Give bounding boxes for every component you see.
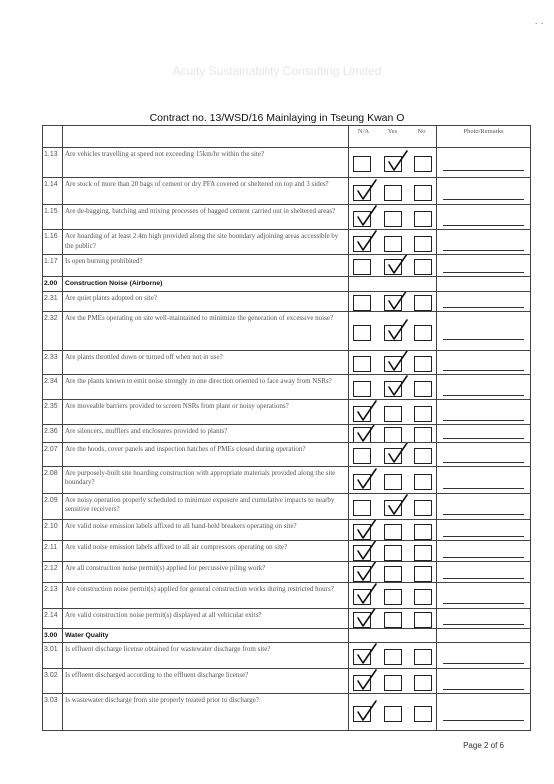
checklist-row bbox=[43, 350, 531, 374]
check-mark-icon bbox=[355, 700, 379, 724]
answer-cell bbox=[349, 230, 437, 255]
check-mark-icon bbox=[355, 608, 379, 628]
na-checkbox[interactable] bbox=[353, 706, 371, 722]
remarks-cell bbox=[437, 230, 531, 255]
section-check-cell bbox=[349, 277, 437, 292]
yes-checkbox[interactable] bbox=[384, 427, 402, 443]
na-checkbox[interactable] bbox=[353, 356, 371, 372]
header-num-cell bbox=[43, 126, 63, 148]
item-question: Are valid construction noise permit(s) displayed at all vehicular exits? bbox=[63, 608, 349, 628]
checklist-row bbox=[43, 540, 531, 561]
checklist-row bbox=[43, 694, 531, 731]
no-checkbox[interactable] bbox=[414, 675, 432, 691]
answer-cell bbox=[349, 519, 437, 540]
header-yes: Yes bbox=[387, 128, 398, 135]
item-question: Are stock of more than 20 bags of cement or dry PFA covered or sheltered on top and 3 sides? bbox=[63, 178, 349, 205]
no-checkbox[interactable] bbox=[414, 406, 432, 422]
answer-checkboxes bbox=[353, 706, 432, 722]
item-number: 1.14 bbox=[43, 178, 63, 205]
item-question: Are hoarding of at least 2.4m high provided along the site boundary adjoining areas accessible by the public? bbox=[63, 230, 349, 255]
remarks-line[interactable] bbox=[443, 199, 524, 200]
na-checkbox[interactable] bbox=[353, 589, 371, 605]
checklist-row bbox=[43, 148, 531, 178]
item-number: 2.08 bbox=[43, 466, 63, 493]
table-header-row bbox=[43, 126, 531, 148]
na-checkbox[interactable] bbox=[353, 236, 371, 252]
answer-cell bbox=[349, 311, 437, 350]
item-number: 2.07 bbox=[43, 442, 63, 466]
yes-checkbox[interactable] bbox=[384, 649, 402, 665]
yes-checkbox[interactable] bbox=[384, 589, 402, 605]
no-checkbox[interactable] bbox=[414, 259, 432, 275]
yes-checkbox[interactable] bbox=[384, 448, 402, 464]
remarks-line[interactable] bbox=[443, 462, 524, 463]
checklist-row bbox=[43, 519, 531, 540]
header-na: N/A bbox=[357, 128, 370, 135]
na-checkbox[interactable] bbox=[353, 500, 371, 516]
check-mark-icon bbox=[386, 255, 410, 277]
yes-checkbox[interactable] bbox=[384, 524, 402, 540]
remarks-line[interactable] bbox=[443, 488, 524, 489]
yes-checkbox[interactable] bbox=[384, 675, 402, 691]
item-question: Are the PMEs operating on site well-maintained to minimize the generation of excessive noise? bbox=[63, 311, 349, 350]
remarks-line[interactable] bbox=[443, 272, 524, 273]
check-mark-icon bbox=[355, 583, 379, 607]
item-question: Is effluent discharged according to the effluent discharge license? bbox=[63, 669, 349, 694]
na-checkbox[interactable] bbox=[353, 259, 371, 275]
remarks-cell bbox=[437, 643, 531, 669]
answer-checkboxes bbox=[353, 211, 432, 227]
yes-checkbox[interactable] bbox=[384, 474, 402, 490]
item-number: 2.12 bbox=[43, 561, 63, 582]
check-mark-icon bbox=[386, 319, 410, 343]
item-question: Is open burning prohibited? bbox=[63, 255, 349, 277]
answer-checkboxes bbox=[353, 259, 432, 275]
na-checkbox[interactable] bbox=[353, 612, 371, 628]
item-question: Is effluent discharge license obtained for wastewater discharge from site? bbox=[63, 643, 349, 669]
item-question: Are vehicles travelling at speed not exceeding 15km/hr within the site? bbox=[63, 148, 349, 178]
item-number: 2.32 bbox=[43, 311, 63, 350]
answer-checkboxes bbox=[353, 589, 432, 605]
checklist-row bbox=[43, 561, 531, 582]
answer-cell bbox=[349, 669, 437, 694]
answer-cell bbox=[349, 582, 437, 608]
na-checkbox[interactable] bbox=[353, 185, 371, 201]
item-number: 1.15 bbox=[43, 205, 63, 230]
yes-checkbox[interactable] bbox=[384, 259, 402, 275]
item-question: Are quiet plants adopted on site? bbox=[63, 291, 349, 311]
na-checkbox[interactable] bbox=[353, 381, 371, 397]
remarks-line[interactable] bbox=[443, 307, 524, 308]
item-number: 1.16 bbox=[43, 230, 63, 255]
na-checkbox[interactable] bbox=[353, 649, 371, 665]
check-mark-icon bbox=[355, 230, 379, 254]
remarks-cell bbox=[437, 582, 531, 608]
yes-checkbox[interactable] bbox=[384, 566, 402, 582]
answer-checkboxes bbox=[353, 524, 432, 540]
section-row bbox=[43, 277, 531, 292]
yes-checkbox[interactable] bbox=[384, 185, 402, 201]
remarks-cell bbox=[437, 608, 531, 628]
answer-checkboxes bbox=[353, 448, 432, 464]
remarks-cell bbox=[437, 374, 531, 399]
no-checkbox[interactable] bbox=[414, 612, 432, 628]
answer-cell bbox=[349, 608, 437, 628]
no-checkbox[interactable] bbox=[414, 236, 432, 252]
na-checkbox[interactable] bbox=[353, 474, 371, 490]
header-remarks-cell bbox=[437, 126, 531, 148]
answer-cell bbox=[349, 561, 437, 582]
header-remarks: Photo/Remarks bbox=[463, 128, 504, 135]
remarks-line[interactable] bbox=[443, 438, 524, 439]
checklist-row bbox=[43, 466, 531, 493]
remarks-cell bbox=[437, 561, 531, 582]
check-mark-icon bbox=[386, 291, 410, 311]
no-checkbox[interactable] bbox=[414, 545, 432, 561]
remarks-line[interactable] bbox=[443, 170, 524, 171]
remarks-cell bbox=[437, 519, 531, 540]
check-mark-icon bbox=[355, 643, 379, 667]
no-checkbox[interactable] bbox=[414, 356, 432, 372]
answer-checkboxes bbox=[353, 381, 432, 397]
checklist-row bbox=[43, 442, 531, 466]
item-question: Are purposely-built site hoarding construction with appropriate materials provided along the site boundary? bbox=[63, 466, 349, 493]
section-number: 2.00 bbox=[43, 277, 63, 292]
na-checkbox[interactable] bbox=[353, 545, 371, 561]
na-checkbox[interactable] bbox=[353, 566, 371, 582]
no-checkbox[interactable] bbox=[414, 156, 432, 172]
no-checkbox[interactable] bbox=[414, 589, 432, 605]
checklist-row bbox=[43, 399, 531, 424]
na-checkbox[interactable] bbox=[353, 427, 371, 443]
check-mark-icon bbox=[355, 179, 379, 203]
answer-cell bbox=[349, 424, 437, 442]
answer-checkboxes bbox=[353, 295, 432, 311]
yes-checkbox[interactable] bbox=[384, 325, 402, 341]
item-question: Are de-bagging, batching and mixing processes of bagged cement carried out in sheltered areas? bbox=[63, 205, 349, 230]
checklist-row bbox=[43, 424, 531, 442]
section-title: Construction Noise (Airborne) bbox=[63, 277, 349, 292]
answer-checkboxes bbox=[353, 406, 432, 422]
yes-checkbox[interactable] bbox=[384, 236, 402, 252]
answer-checkboxes bbox=[353, 566, 432, 582]
answer-checkboxes bbox=[353, 500, 432, 516]
check-mark-icon bbox=[355, 424, 379, 442]
item-number: 2.11 bbox=[43, 540, 63, 561]
item-number: 3.02 bbox=[43, 669, 63, 694]
item-question: Are noisy operation properly scheduled to minimize exposure and cumulative impacts to nearby sensitive receivers? bbox=[63, 493, 349, 519]
checklist-row bbox=[43, 178, 531, 205]
no-checkbox[interactable] bbox=[414, 474, 432, 490]
remarks-cell bbox=[437, 442, 531, 466]
remarks-line[interactable] bbox=[443, 514, 524, 515]
answer-cell bbox=[349, 694, 437, 731]
no-checkbox[interactable] bbox=[414, 381, 432, 397]
na-checkbox[interactable] bbox=[353, 211, 371, 227]
checklist-row bbox=[43, 374, 531, 399]
checklist-row bbox=[43, 608, 531, 628]
remarks-cell bbox=[437, 399, 531, 424]
no-checkbox[interactable] bbox=[414, 427, 432, 443]
answer-cell bbox=[349, 442, 437, 466]
item-number: 1.13 bbox=[43, 148, 63, 178]
section-row bbox=[43, 628, 531, 643]
answer-checkboxes bbox=[353, 356, 432, 372]
na-checkbox[interactable] bbox=[353, 675, 371, 691]
no-checkbox[interactable] bbox=[414, 325, 432, 341]
answer-cell bbox=[349, 374, 437, 399]
na-checkbox[interactable] bbox=[353, 406, 371, 422]
checklist-row bbox=[43, 291, 531, 311]
answer-checkboxes bbox=[353, 675, 432, 691]
remarks-cell bbox=[437, 424, 531, 442]
yes-checkbox[interactable] bbox=[384, 406, 402, 422]
yes-checkbox[interactable] bbox=[384, 612, 402, 628]
no-checkbox[interactable] bbox=[414, 295, 432, 311]
item-question: Is wastewater discharge from site properly treated prior to discharge? bbox=[63, 694, 349, 731]
answer-checkboxes bbox=[353, 427, 432, 443]
section-number: 3.00 bbox=[43, 628, 63, 643]
checklist-table bbox=[42, 125, 531, 731]
answer-checkboxes bbox=[353, 236, 432, 252]
remarks-cell bbox=[437, 178, 531, 205]
no-checkbox[interactable] bbox=[414, 524, 432, 540]
remarks-line[interactable] bbox=[443, 395, 524, 396]
section-remarks-cell bbox=[437, 277, 531, 292]
check-mark-icon bbox=[355, 400, 379, 424]
company-watermark: Acuity Sustainability Consulting Limited bbox=[172, 64, 382, 78]
answer-cell bbox=[349, 399, 437, 424]
item-question: Are plants throttled down or turned off when not in use? bbox=[63, 350, 349, 374]
section-title: Water Quality bbox=[63, 628, 349, 643]
page-number: Page 2 of 6 bbox=[463, 741, 504, 750]
remarks-line[interactable] bbox=[443, 557, 524, 558]
na-checkbox[interactable] bbox=[353, 325, 371, 341]
checklist-row bbox=[43, 582, 531, 608]
remarks-line[interactable] bbox=[443, 536, 524, 537]
remarks-line[interactable] bbox=[443, 339, 524, 340]
item-number: 2.33 bbox=[43, 350, 63, 374]
check-mark-icon bbox=[386, 350, 410, 374]
no-checkbox[interactable] bbox=[414, 185, 432, 201]
item-number: 2.34 bbox=[43, 374, 63, 399]
remarks-line[interactable] bbox=[443, 370, 524, 371]
corner-mark: · · bbox=[534, 18, 544, 29]
no-checkbox[interactable] bbox=[414, 211, 432, 227]
remarks-cell bbox=[437, 255, 531, 277]
answer-cell bbox=[349, 493, 437, 519]
remarks-cell bbox=[437, 350, 531, 374]
item-number: 3.03 bbox=[43, 694, 63, 731]
no-checkbox[interactable] bbox=[414, 566, 432, 582]
yes-checkbox[interactable] bbox=[384, 500, 402, 516]
item-number: 2.36 bbox=[43, 424, 63, 442]
yes-checkbox[interactable] bbox=[384, 295, 402, 311]
checklist-row bbox=[43, 311, 531, 350]
no-checkbox[interactable] bbox=[414, 649, 432, 665]
item-number: 2.09 bbox=[43, 493, 63, 519]
item-question: Are moveable barriers provided to screen NSRs from plant or noisy operations? bbox=[63, 399, 349, 424]
item-question: Are the plants known to emit noise strongly in one direction oriented to face away from NSRs? bbox=[63, 374, 349, 399]
na-checkbox[interactable] bbox=[353, 295, 371, 311]
remarks-line[interactable] bbox=[443, 663, 524, 664]
item-question: Are silencers, mufflers and enclosures provided to plants? bbox=[63, 424, 349, 442]
item-question: Are construction noise permit(s) applied for general construction works during restricted hours? bbox=[63, 582, 349, 608]
no-checkbox[interactable] bbox=[414, 448, 432, 464]
remarks-line[interactable] bbox=[443, 624, 524, 625]
header-check-cell bbox=[349, 126, 437, 148]
yes-checkbox[interactable] bbox=[384, 545, 402, 561]
check-mark-icon bbox=[386, 375, 410, 399]
item-question: Are valid noise emission labels affixed to all air compressors operating on site? bbox=[63, 540, 349, 561]
item-number: 3.01 bbox=[43, 643, 63, 669]
yes-checkbox[interactable] bbox=[384, 381, 402, 397]
answer-checkboxes bbox=[353, 474, 432, 490]
remarks-cell bbox=[437, 540, 531, 561]
answer-cell bbox=[349, 205, 437, 230]
remarks-cell bbox=[437, 311, 531, 350]
header-question-cell bbox=[63, 126, 349, 148]
item-number: 2.13 bbox=[43, 582, 63, 608]
section-check-cell bbox=[349, 628, 437, 643]
yes-checkbox[interactable] bbox=[384, 211, 402, 227]
na-checkbox[interactable] bbox=[353, 156, 371, 172]
answer-cell bbox=[349, 178, 437, 205]
check-mark-icon bbox=[386, 494, 410, 518]
answer-cell bbox=[349, 291, 437, 311]
remarks-cell bbox=[437, 205, 531, 230]
answer-checkboxes bbox=[353, 612, 432, 628]
item-number: 1.17 bbox=[43, 255, 63, 277]
na-checkbox[interactable] bbox=[353, 448, 371, 464]
item-question: Are valid noise emission labels affixed to all hand-held breakers operating on site? bbox=[63, 519, 349, 540]
remarks-cell bbox=[437, 466, 531, 493]
na-checkbox[interactable] bbox=[353, 524, 371, 540]
item-question: Are the hoods, cover panels and inspection hatches of PMEs closed during operation? bbox=[63, 442, 349, 466]
answer-checkboxes bbox=[353, 156, 432, 172]
yes-checkbox[interactable] bbox=[384, 156, 402, 172]
answer-cell bbox=[349, 643, 437, 669]
check-mark-icon bbox=[386, 150, 410, 174]
remarks-cell bbox=[437, 291, 531, 311]
check-mark-icon bbox=[355, 561, 379, 582]
remarks-line[interactable] bbox=[443, 420, 524, 421]
yes-checkbox[interactable] bbox=[384, 356, 402, 372]
check-mark-icon bbox=[355, 205, 379, 229]
remarks-cell bbox=[437, 148, 531, 178]
remarks-cell bbox=[437, 493, 531, 519]
item-number: 2.35 bbox=[43, 399, 63, 424]
item-number: 2.31 bbox=[43, 291, 63, 311]
header-no: No bbox=[417, 128, 426, 135]
remarks-line[interactable] bbox=[443, 250, 524, 251]
check-mark-icon bbox=[386, 442, 410, 466]
remarks-line[interactable] bbox=[443, 689, 524, 690]
remarks-line[interactable] bbox=[443, 720, 524, 721]
remarks-line[interactable] bbox=[443, 603, 524, 604]
item-number: 2.10 bbox=[43, 519, 63, 540]
check-mark-icon bbox=[355, 468, 379, 492]
yes-checkbox[interactable] bbox=[384, 706, 402, 722]
no-checkbox[interactable] bbox=[414, 706, 432, 722]
checklist-row bbox=[43, 205, 531, 230]
remarks-line[interactable] bbox=[443, 578, 524, 579]
item-question: Are all construction noise permit(s) applied for percussive piling work? bbox=[63, 561, 349, 582]
checklist-row bbox=[43, 255, 531, 277]
item-number: 2.14 bbox=[43, 608, 63, 628]
check-mark-icon bbox=[355, 540, 379, 561]
answer-checkboxes bbox=[353, 649, 432, 665]
check-mark-icon bbox=[355, 669, 379, 693]
answer-cell bbox=[349, 466, 437, 493]
check-mark-icon bbox=[355, 519, 379, 540]
answer-cell bbox=[349, 255, 437, 277]
remarks-line[interactable] bbox=[443, 225, 524, 226]
remarks-cell bbox=[437, 669, 531, 694]
checklist-row bbox=[43, 230, 531, 255]
answer-checkboxes bbox=[353, 325, 432, 341]
remarks-cell bbox=[437, 694, 531, 731]
answer-cell bbox=[349, 540, 437, 561]
no-checkbox[interactable] bbox=[414, 500, 432, 516]
checklist-row bbox=[43, 643, 531, 669]
checklist-row bbox=[43, 493, 531, 519]
contract-title: Contract no. 13/WSD/16 Mainlaying in Tseung Kwan O bbox=[149, 112, 405, 124]
answer-checkboxes bbox=[353, 185, 432, 201]
checklist-row bbox=[43, 669, 531, 694]
answer-cell bbox=[349, 350, 437, 374]
answer-checkboxes bbox=[353, 545, 432, 561]
answer-cell bbox=[349, 148, 437, 178]
section-remarks-cell bbox=[437, 628, 531, 643]
